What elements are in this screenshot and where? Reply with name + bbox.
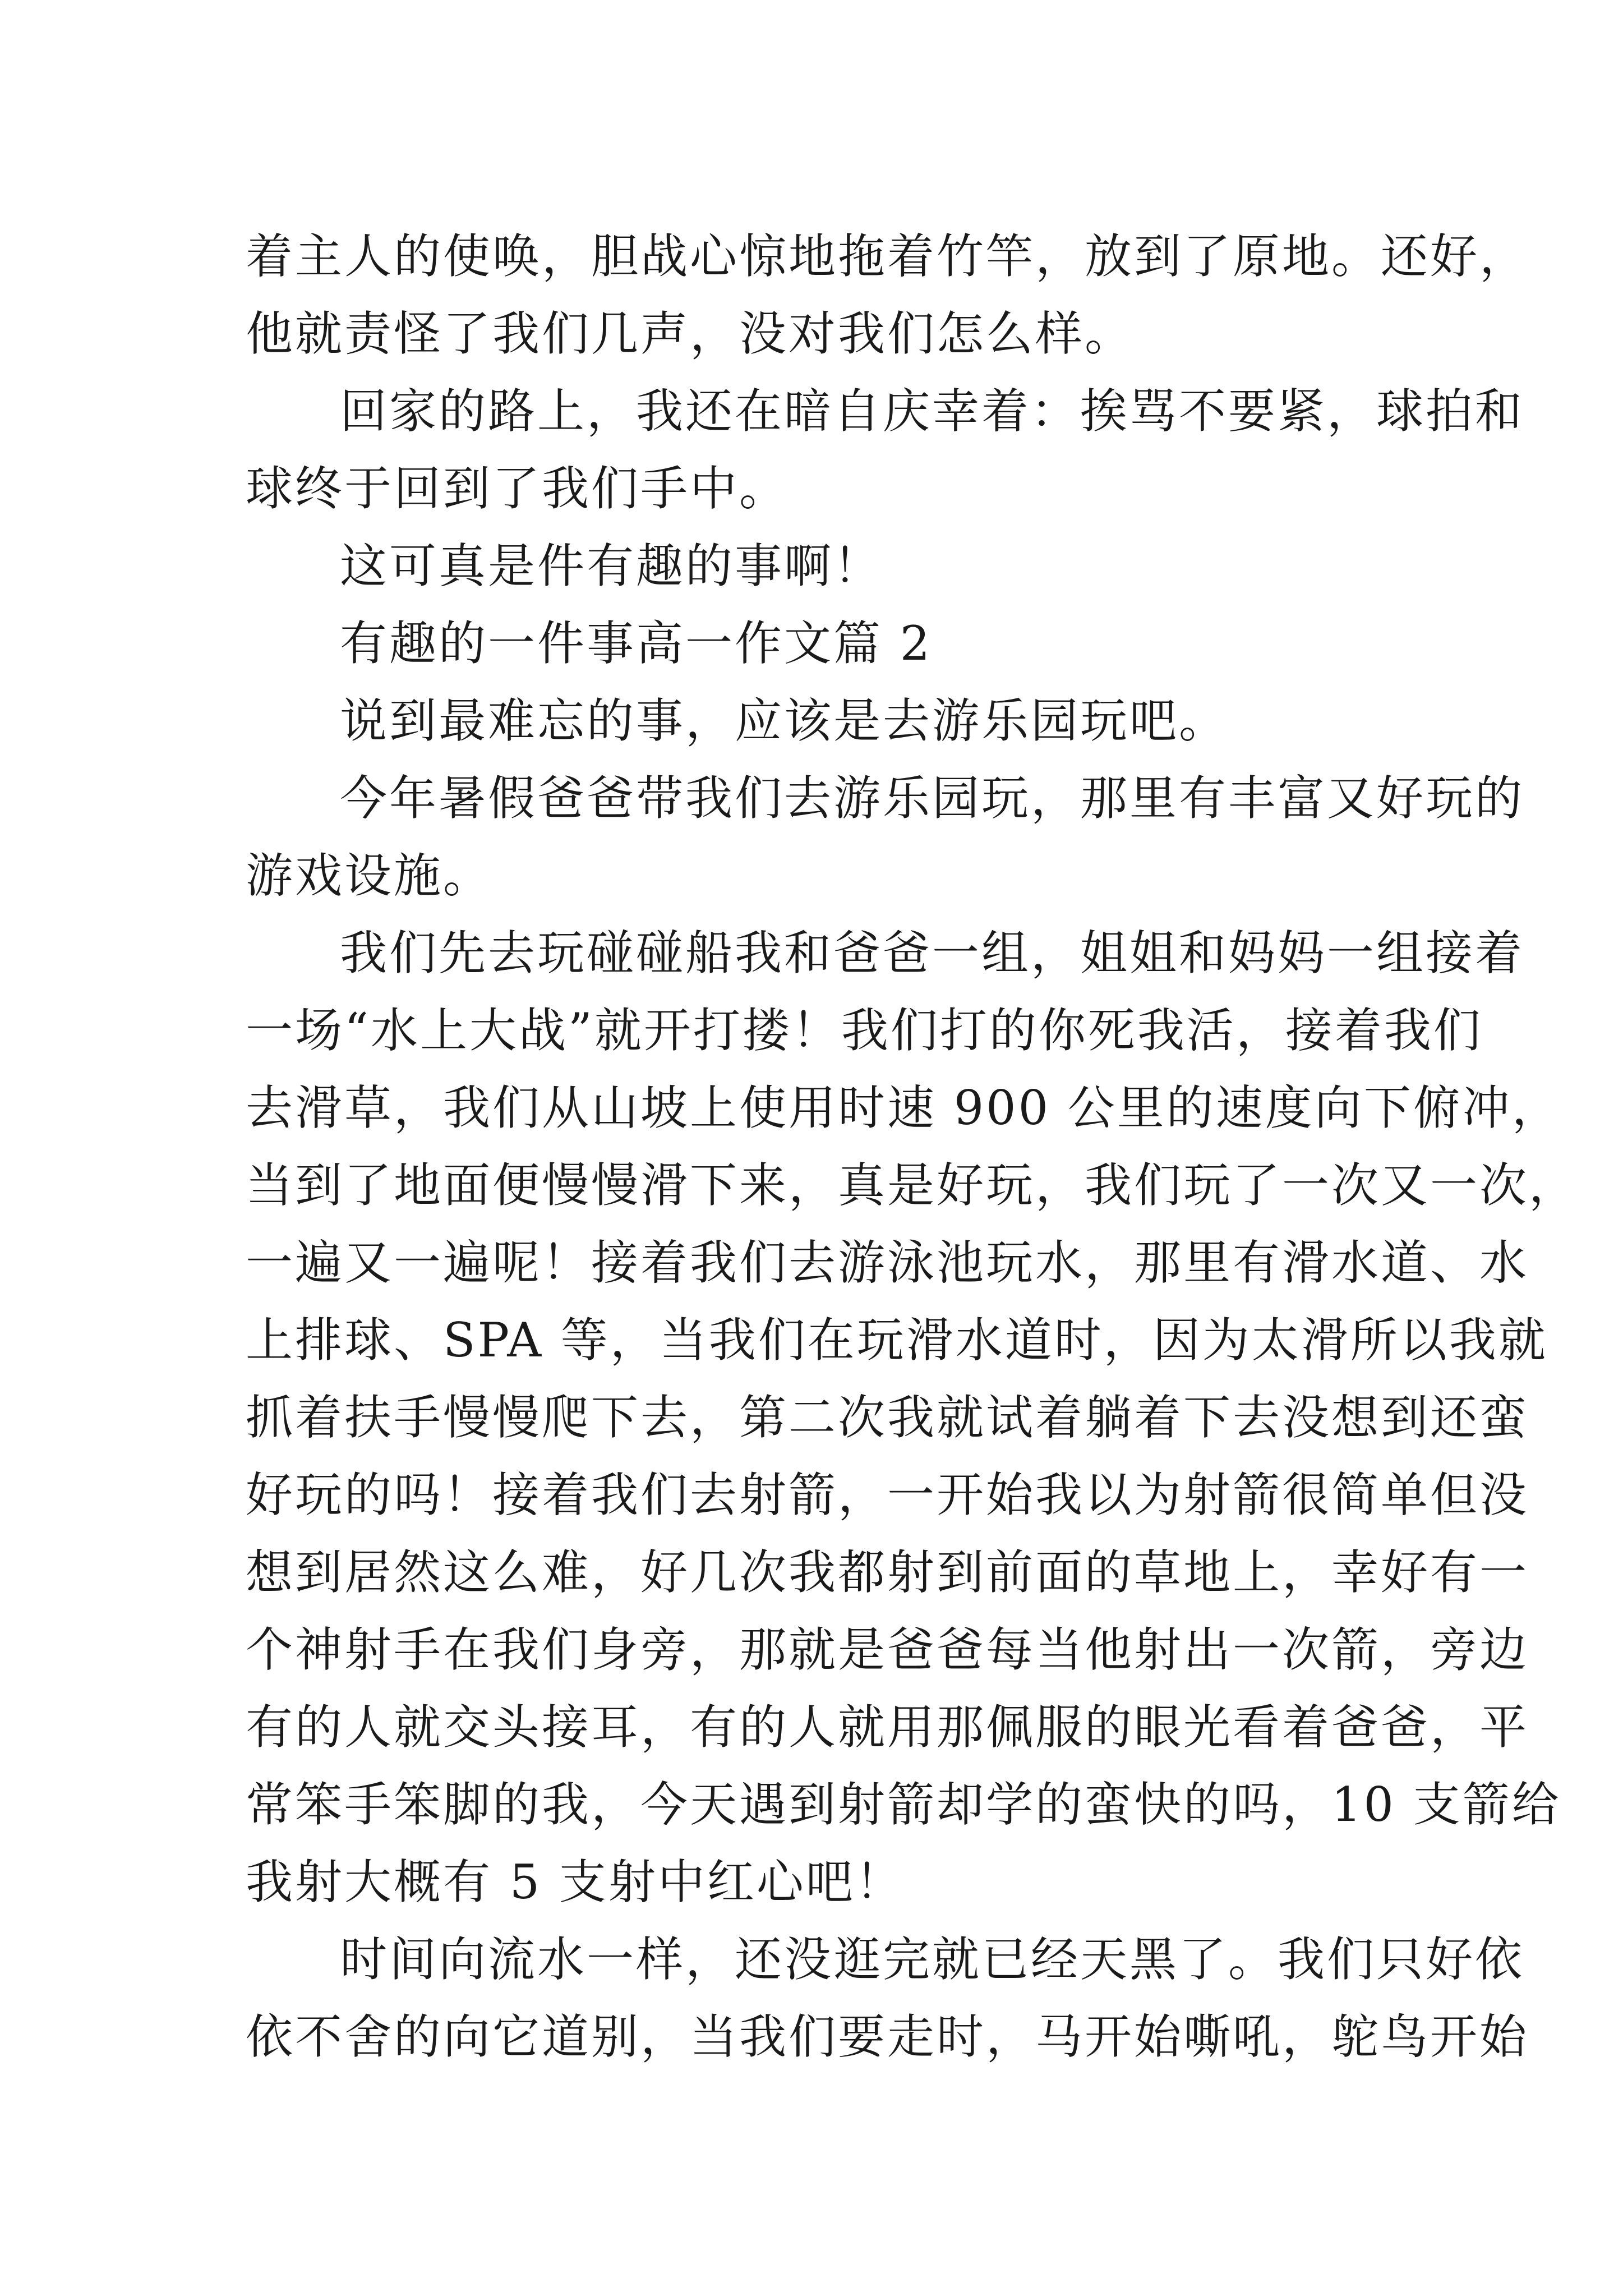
text-line: 依不舍的向它道别，当我们要走时，马开始嘶吼，鸵鸟开始 [246,2009,1529,2064]
section-heading: 有趣的一件事高一作文篇 2 [340,616,933,671]
text-line: 一场“水上大战”就开打搂！我们打的你死我活，接着我们 [246,1003,1483,1058]
text-line: 去滑草，我们从山坡上使用时速 900 公里的速度向下俯冲， [246,1080,1561,1135]
text-line: 时间向流水一样，还没逛完就已经天黑了。我们只好依 [340,1932,1525,1987]
text-line: 当到了地面便慢慢滑下来，真是好玩，我们玩了一次又一次， [246,1158,1579,1213]
text-line: 我们先去玩碰碰船我和爸爸一组，姐姐和妈妈一组接着 [340,926,1525,981]
text-line: 说到最难忘的事，应该是去游乐园玩吧。 [340,693,1229,748]
text-line: 这可真是件有趣的事啊！ [340,539,883,593]
text-line: 回家的路上，我还在暗自庆幸着：挨骂不要紧，球拍和 [340,384,1525,439]
text-line: 好玩的吗！接着我们去射箭，一开始我以为射箭很简单但没 [246,1467,1529,1522]
text-line: 我射大概有 5 支射中红心吧！ [246,1855,905,1910]
text-line: 球终于回到了我们手中。 [246,461,789,516]
text-line: 上排球、SPA 等，当我们在玩滑水道时，因为太滑所以我就 [246,1313,1548,1368]
text-line: 着主人的使唤，胆战心惊地拖着竹竿，放到了原地。还好， [246,229,1529,284]
text-line: 有的人就交头接耳，有的人就用那佩服的眼光看着爸爸，平 [246,1700,1529,1755]
text-line: 一遍又一遍呢！接着我们去游泳池玩水，那里有滑水道、水 [246,1235,1529,1290]
text-line: 想到居然这么难，好几次我都射到前面的草地上，幸好有一 [246,1545,1529,1600]
text-line: 个神射手在我们身旁，那就是爸爸每当他射出一次箭，旁边 [246,1622,1529,1677]
text-line: 游戏设施。 [246,848,493,903]
text-line: 今年暑假爸爸带我们去游乐园玩，那里有丰富又好玩的 [340,771,1525,826]
text-line: 他就责怪了我们几声，没对我们怎么样。 [246,306,1135,361]
text-line: 抓着扶手慢慢爬下去，第二次我就试着躺着下去没想到还蛮 [246,1390,1529,1445]
text-line: 常笨手笨脚的我，今天遇到射箭却学的蛮快的吗，10 支箭给 [246,1777,1561,1832]
body-text [246,218,1579,2076]
